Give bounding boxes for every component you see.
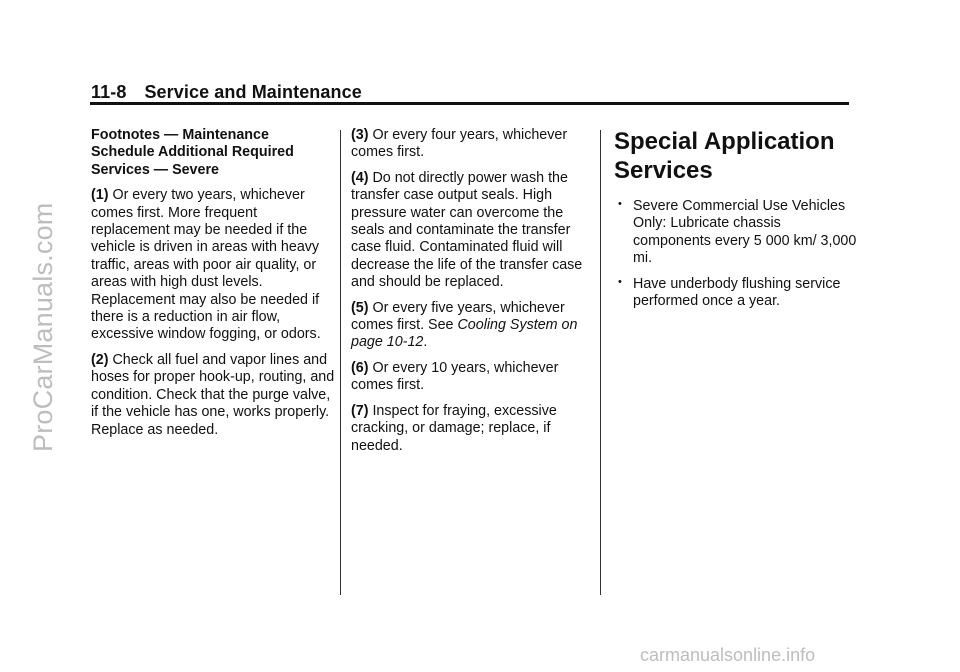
chapter-title: Service and Maintenance	[144, 82, 362, 102]
footnote-text: Inspect for fraying, excessive cracking, or damage; replace, if needed.	[351, 402, 557, 454]
bullet-icon: •	[618, 198, 622, 210]
section-title: Special Application Services	[614, 128, 835, 184]
footnote-number: (1)	[91, 187, 109, 204]
footnote-text: Or every four years, whichever comes first.	[351, 127, 568, 161]
footnote-number: (3)	[351, 127, 369, 143]
footnote-number: (2)	[91, 351, 109, 368]
footnote-4	[351, 170, 591, 292]
bullet-list	[612, 198, 857, 310]
footnote-6	[351, 360, 591, 395]
footnote-text: Check all fuel and vapor lines and hoses for proper hook-up, routing, and condition. Check that the purge valve, if the vehicle has one, works properly. Replace as needed.	[91, 351, 335, 438]
footnote-2	[91, 352, 336, 439]
footnotes-heading: Footnotes — Maintenance Schedule Additional Required Services — Severe	[91, 127, 294, 178]
footnote-number: (5)	[351, 299, 369, 316]
bullet-icon: •	[618, 275, 622, 288]
footnote-5	[351, 300, 591, 352]
footnote-text: Or every five years, whichever comes first. See	[351, 299, 565, 334]
page-header	[91, 82, 362, 103]
watermark-bottom: carmanualsonline.info	[640, 645, 816, 665]
list-item-text: Have underbody flushing service performed once a year.	[633, 275, 841, 310]
footnote-number: (4)	[351, 169, 369, 186]
footnote-text-end: .	[423, 334, 428, 351]
column-divider-1	[340, 130, 341, 595]
footnote-number: (6)	[351, 359, 369, 376]
list-item	[612, 276, 857, 311]
list-item	[612, 198, 857, 268]
page-number: 11-8	[91, 82, 127, 102]
footnote-3	[351, 127, 591, 162]
footnote-text: Do not directly power wash the transfer case output seals. High pressure water can overcome the seals and contaminate the transfer case fluid. Contaminated fluid will decrease the life of the transfer case and should be replaced.	[351, 169, 583, 291]
footnote-7	[351, 403, 591, 455]
column-2	[351, 127, 591, 463]
column-divider-2	[600, 130, 601, 595]
watermark-left: ProCarManuals.com	[28, 202, 58, 452]
cross-reference-link[interactable]: Cooling System on page 10-12	[351, 317, 578, 351]
column-1	[91, 127, 336, 447]
footnote-text: Or every two years, whichever comes first. More frequent replacement may be needed if the vehicle is driven in areas with heavy traffic, areas with poor air quality, or areas with high dust levels. Replacement may also be needed if there is a reduction in air flow, excessive window fogging, or odors.	[91, 187, 321, 343]
list-item-text: Severe Commercial Use Vehicles Only: Lubricate chassis components every 5 000 km/ 3,000 mi.	[633, 198, 857, 267]
footnote-1	[91, 187, 336, 344]
footnote-number: (7)	[351, 402, 369, 419]
footnote-text: Or every 10 years, whichever comes first.	[351, 359, 559, 394]
header-rule	[90, 102, 849, 105]
column-3	[612, 127, 857, 318]
